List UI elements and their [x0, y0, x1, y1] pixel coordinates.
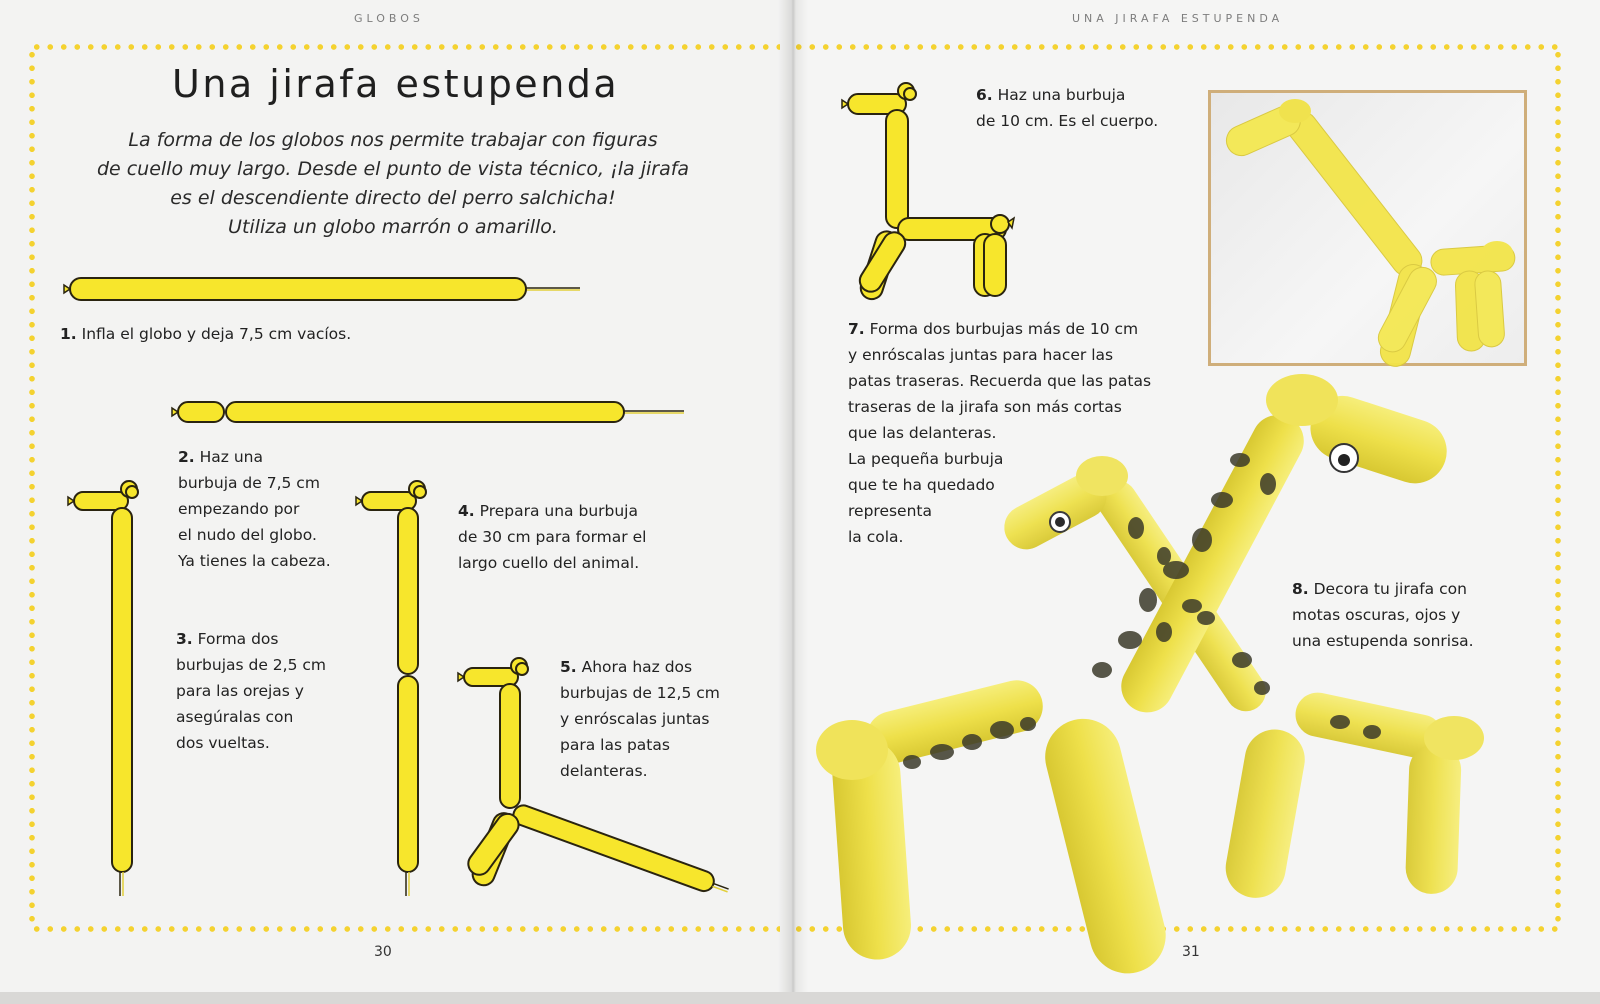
- step-text: que las delanteras.: [848, 424, 997, 442]
- step-text: una estupenda sonrisa.: [1292, 632, 1474, 650]
- page-number-left: 30: [374, 944, 392, 960]
- step1-balloon-illustration: [62, 276, 582, 304]
- step-text: burbuja de 7,5 cm: [178, 474, 320, 492]
- step-number: 2.: [178, 448, 195, 466]
- step-text: Infla el globo y deja 7,5 cm vacíos.: [81, 325, 352, 343]
- step-number: 3.: [176, 630, 193, 648]
- step-8: [1292, 576, 1474, 654]
- dotted-border-bottom-left: [30, 925, 780, 933]
- step-text: de 30 cm para formar el: [458, 528, 647, 546]
- decorated-giraffes-photo: [792, 370, 1552, 992]
- giraffe-photo-balloon: [1211, 93, 1524, 363]
- running-head-left: GLOBOS: [354, 12, 424, 25]
- step-number: 8.: [1292, 580, 1309, 598]
- step-text: Prepara una burbuja: [479, 502, 638, 520]
- step-1: [60, 321, 351, 347]
- step-text: Ya tienes la cabeza.: [178, 552, 331, 570]
- step-text: y enróscalas juntas: [560, 710, 710, 728]
- front-giraffe: [816, 374, 1455, 981]
- intro-line: La forma de los globos nos permite trabajar con figuras: [128, 129, 658, 151]
- step4-balloon-illustration: [354, 478, 434, 898]
- dotted-border-top-left: [30, 43, 780, 51]
- step-text: Ahora haz dos: [581, 658, 693, 676]
- step-text: Forma dos burbujas más de 10 cm: [869, 320, 1139, 338]
- step-number: 5.: [560, 658, 577, 676]
- step3-balloon-illustration: [66, 478, 146, 898]
- step-number: 4.: [458, 502, 475, 520]
- step-text: largo cuello del animal.: [458, 554, 640, 572]
- step-4: [458, 498, 646, 576]
- step-number: 6.: [976, 86, 993, 104]
- step-text: la cola.: [848, 528, 904, 546]
- step-text: burbujas de 2,5 cm: [176, 656, 327, 674]
- step-text: Haz una: [199, 448, 263, 466]
- step-text: Decora tu jirafa con: [1313, 580, 1467, 598]
- step-text: para las orejas y: [176, 682, 304, 700]
- step-text: Forma dos: [197, 630, 279, 648]
- running-head-right: UNA JIRAFA ESTUPENDA: [1072, 12, 1284, 25]
- step-number: 1.: [60, 325, 77, 343]
- finished-giraffe-photo: [1208, 90, 1527, 366]
- page-title: Una jirafa estupenda: [172, 62, 620, 106]
- step-text: para las patas: [560, 736, 670, 754]
- step-number: 7.: [848, 320, 865, 338]
- step-3: [176, 626, 326, 756]
- step-text: Haz una burbuja: [997, 86, 1126, 104]
- intro-line: es el descendiente directo del perro salchicha!: [170, 187, 616, 209]
- step-5: [560, 654, 720, 784]
- intro-line: de cuello muy largo. Desde el punto de vista técnico, ¡la jirafa: [96, 158, 690, 180]
- step-text: empezando por: [178, 500, 300, 518]
- step-text: asegúralas con: [176, 708, 294, 726]
- right-page: [792, 0, 1600, 992]
- step-text: dos vueltas.: [176, 734, 270, 752]
- step-text: La pequeña burbuja: [848, 450, 1004, 468]
- step-text: patas traseras. Recuerda que las patas: [848, 372, 1152, 390]
- dotted-border-side-right: [1554, 48, 1562, 928]
- intro-line: Utiliza un globo marrón o amarillo.: [228, 216, 558, 238]
- intro-text: [78, 126, 708, 242]
- dotted-border-side-left: [28, 48, 36, 928]
- step-text: burbujas de 12,5 cm: [560, 684, 720, 702]
- step-text: delanteras.: [560, 762, 648, 780]
- step-text: que te ha quedado: [848, 476, 995, 494]
- step-2: [178, 444, 331, 574]
- book-gutter: [778, 0, 808, 992]
- step2-balloon-illustration: [172, 400, 692, 426]
- step-text: y enróscalas juntas para hacer las: [848, 346, 1114, 364]
- step-text: el nudo del globo.: [178, 526, 317, 544]
- left-page: [0, 0, 792, 992]
- step-text: traseras de la jirafa son más cortas: [848, 398, 1122, 416]
- dotted-border-top-right: [792, 43, 1562, 51]
- step-text: motas oscuras, ojos y: [1292, 606, 1461, 624]
- page-number-right: 31: [1182, 944, 1200, 960]
- step-text: de 10 cm. Es el cuerpo.: [976, 112, 1159, 130]
- step-6: [976, 82, 1158, 134]
- step-text: representa: [848, 502, 932, 520]
